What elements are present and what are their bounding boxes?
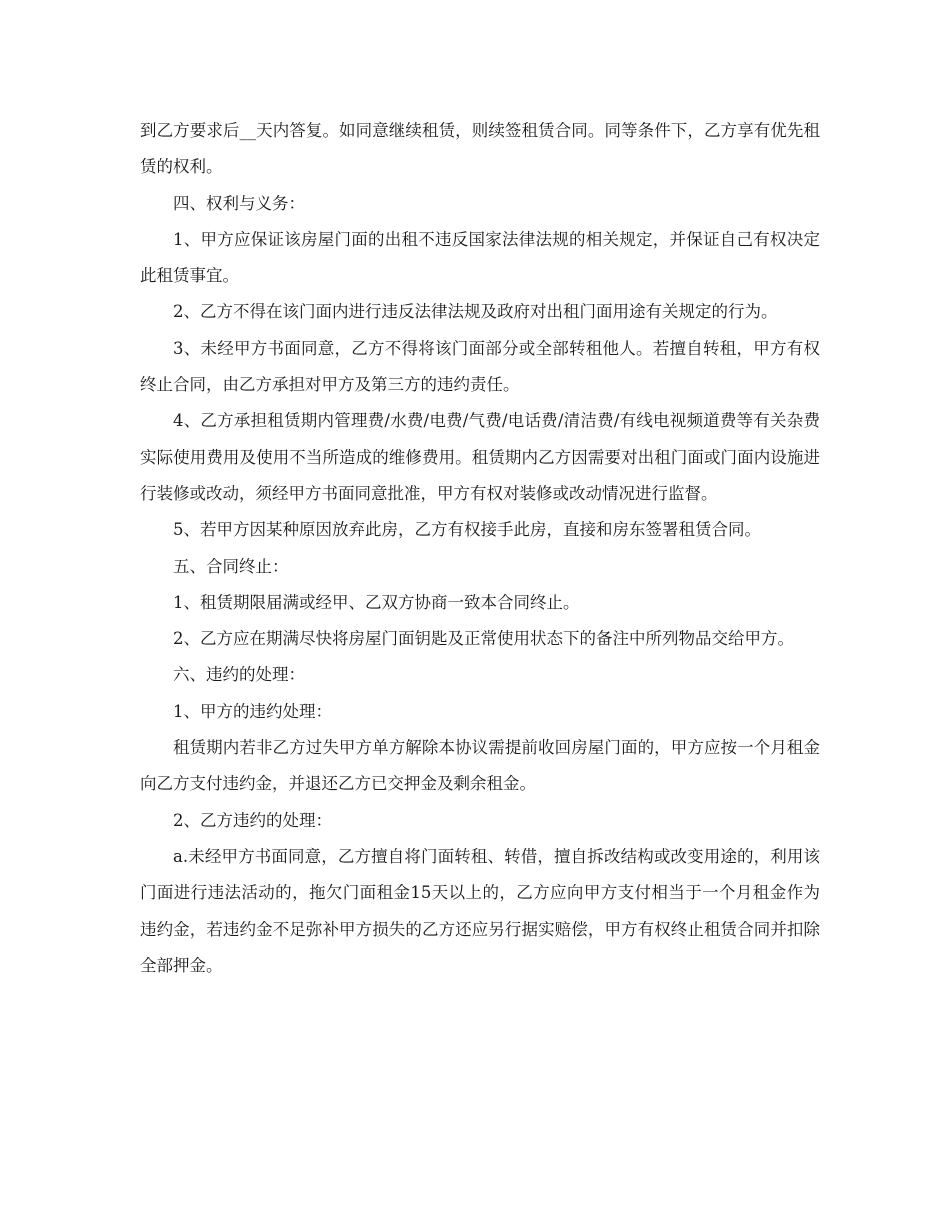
clause-4-3: 3、未经甲方书面同意，乙方不得将该门面部分或全部转租他人。若擅自转租，甲方有权终止合同，由乙方承担对甲方及第三方的违约责任。	[140, 338, 820, 395]
clause-5-1: 1、租赁期限届满或经甲、乙双方协商一致本合同终止。	[173, 592, 580, 612]
section-heading-termination: 五、合同终止：	[173, 556, 289, 576]
clause-4-1: 1、甲方应保证该房屋门面的出租不违反国家法律法规的相关规定，并保证自己有权决定此租赁事宜。	[140, 229, 820, 286]
clause-4-5: 5、若甲方因某种原因放弃此房，乙方有权接手此房，直接和房东签署租赁合同。	[173, 520, 761, 540]
clause-4-4: 4、乙方承担租赁期内管理费/水费/电费/气费/电话费/清洁费/有线电视频道费等有关杂费实际使用费用及使用不当所造成的维修费用。租赁期内乙方因需要对出租门面或门面内设施进行装修或改动，须经甲方书面同意批准，甲方有权对装修或改动情况进行监督。	[140, 411, 820, 503]
subheading-party-b-breach: 2、乙方违约的处理：	[173, 810, 332, 830]
subheading-party-a-breach: 1、甲方的违约处理：	[173, 701, 332, 721]
clause-6-1-text: 租赁期内若非乙方过失甲方单方解除本协议需提前收回房屋门面的，甲方应按一个月租金向乙方支付违约金，并退还乙方已交押金及剩余租金。	[140, 738, 820, 794]
paragraph-renewal-continuation: 到乙方要求后__天内答复。如同意继续租赁，则续签租赁合同。同等条件下，乙方享有优先租赁的权利。	[140, 121, 820, 177]
document-body	[140, 113, 820, 984]
clause-6-2-a: a.未经甲方书面同意，乙方擅自将门面转租、转借，擅自拆改结构或改变用途的，利用该门面进行违法活动的，拖欠门面租金15天以上的，乙方应向甲方支付相当于一个月租金作为违约金，若违约金不足弥补甲方损失的乙方还应另行据实赔偿，甲方有权终止租赁合同并扣除全部押金。	[140, 846, 820, 975]
clause-4-2: 2、乙方不得在该门面内进行违反法律法规及政府对出租门面用途有关规定的行为。	[173, 302, 778, 322]
clause-5-2: 2、乙方应在期满尽快将房屋门面钥匙及正常使用状态下的备注中所列物品交给甲方。	[173, 629, 794, 649]
section-heading-breach: 六、违约的处理：	[173, 665, 305, 685]
section-heading-rights-obligations: 四、权利与义务：	[173, 193, 305, 213]
